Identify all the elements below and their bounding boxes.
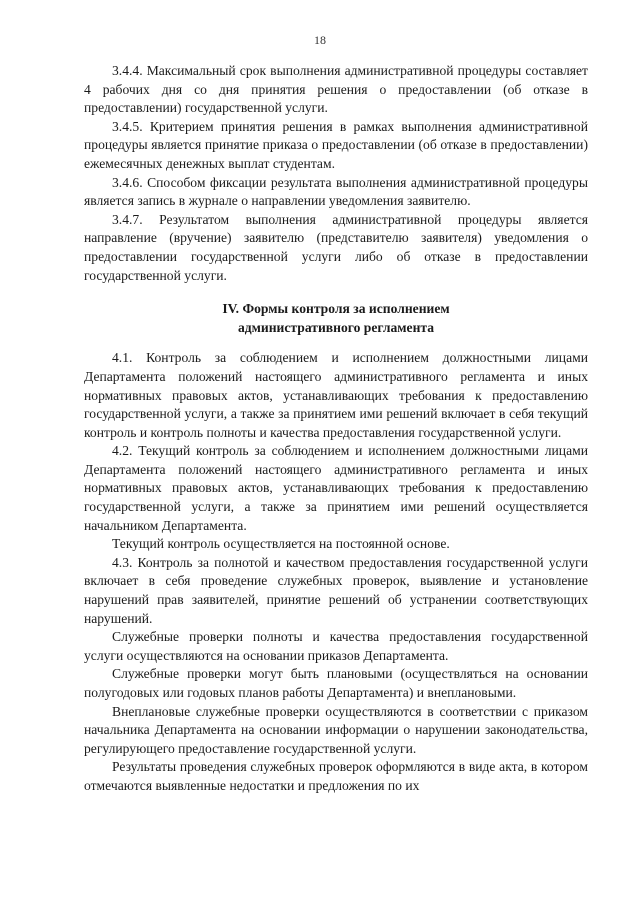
paragraph-3-4-5: 3.4.5. Критерием принятия решения в рамках выполнения административной процедуры является принятие приказа о предоставлении (об отказе в предоставлении) ежемесячных денежных выплат студентам. [84, 118, 588, 171]
section-heading-line-2: административного регламента [237, 319, 435, 335]
paragraph-4-2: 4.2. Текущий контроль за соблюдением и исполнением должностными лицами Департамента положений настоящего административного регламента и иных нормативных правовых актов, устанавливающих требования к предоставлению государственной услуги, а также за принятием ими решений осуществляется начальником Департамента. [84, 443, 588, 533]
paragraph-service-checks: Служебные проверки полноты и качества предоставления государственной услуги осуществляются на основании приказов Департамента. [84, 629, 588, 663]
paragraph-check-results: Результаты проведения служебных проверок оформляются в виде акта, в котором отмечаются выявленные недостатки и предложения по их [84, 759, 588, 793]
paragraph-4-1: 4.1. Контроль за соблюдением и исполнением должностными лицами Департамента положений настоящего административного регламента и иных нормативных правовых актов, устанавливающих требования к предоставлению государственной услуги, а также за принятием ими решений включает в себя текущий контроль и контроль полноты и качества предоставления государственной услуги. [84, 350, 588, 440]
section-heading [84, 300, 588, 337]
paragraph-4-3: 4.3. Контроль за полнотой и качеством предоставления государственной услуги включает в себя проведение служебных проверок, выявление и установление нарушений прав заявителей, принятие решений об устранении соответствующих нарушений. [84, 554, 588, 626]
paragraph-3-4-7: 3.4.7. Результатом выполнения административной процедуры является направление (вручение) заявителю (представителю заявителя) уведомления о предоставлении государственной услуги либо об отказе в предоставлении государственной услуги. [84, 211, 588, 283]
paragraph-planned-checks: Служебные проверки могут быть плановыми (осуществляться на основании полугодовых или годовых планов работы Департамента) и внеплановыми. [84, 666, 588, 700]
paragraph-unplanned-checks: Внеплановые служебные проверки осуществляются в соответствии с приказом начальника Департамента на основании информации о нарушении законодательства, регулирующего предоставление государственной услуги. [84, 703, 588, 756]
page-number: 18 [314, 33, 326, 47]
section-heading-line-1: IV. Формы контроля за исполнением [222, 301, 450, 317]
document-body [84, 62, 588, 796]
paragraph-current-control: Текущий контроль осуществляется на постоянной основе. [112, 536, 450, 552]
paragraph-3-4-6: 3.4.6. Способом фиксации результата выполнения административной процедуры является запись в журнале о направлении уведомления заявителю. [84, 174, 588, 209]
paragraph-3-4-4: 3.4.4. Максимальный срок выполнения административной процедуры составляет 4 рабочих дня со дня принятия решения о предоставлении (об отказе в предоставлении) государственной услуги. [84, 63, 588, 116]
